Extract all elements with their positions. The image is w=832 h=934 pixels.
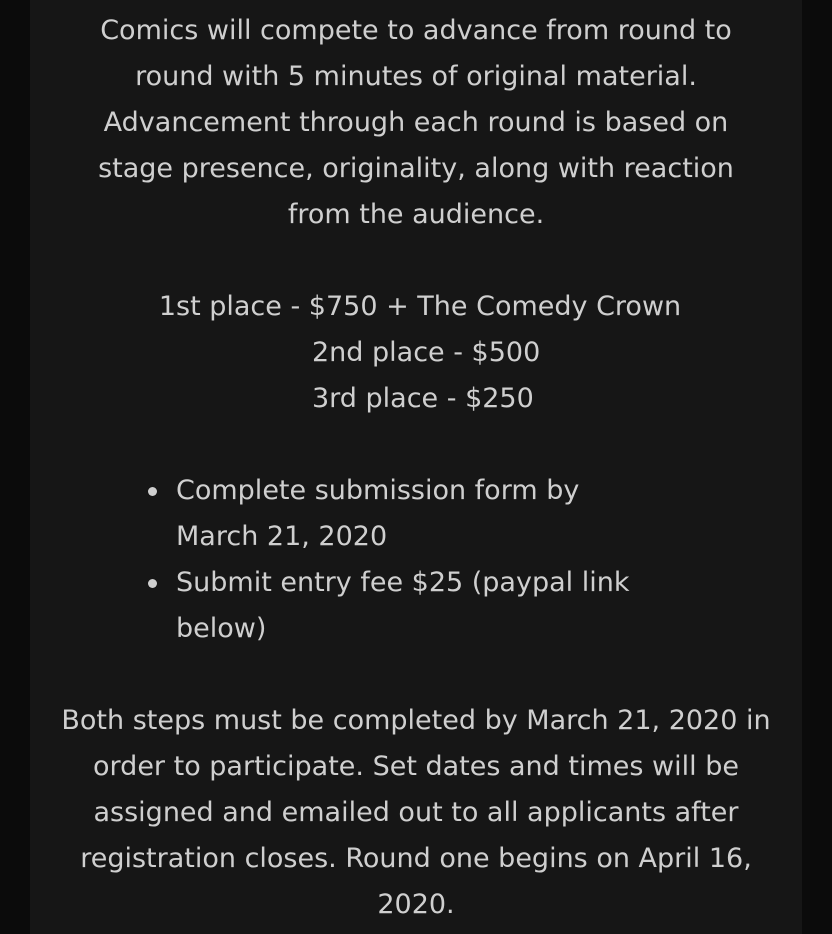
steps-list [70, 468, 762, 652]
prize-third-place: 3rd place - $250 [312, 383, 534, 414]
bullet-icon [148, 579, 157, 588]
step-item-submission-form [108, 468, 646, 560]
outro-paragraph: Both steps must be completed by March 21, 2020 in order to participate. Set dates and times will be assigned and emailed out to all applicants after registration closes. Round one begins on April 16, 2020. [61, 705, 771, 920]
prize-list [70, 284, 762, 422]
step-label: Complete submission form by March 21, 2020 [176, 475, 580, 552]
prize-first-place: 1st place - $750 + The Comedy Crown [158, 291, 682, 322]
bullet-icon [148, 487, 157, 496]
step-item-entry-fee [108, 560, 646, 652]
prize-second-place: 2nd place - $500 [312, 337, 541, 368]
intro-paragraph: Comics will compete to advance from round to round with 5 minutes of original material. Advancement through each round is based on stage presence, originality, along with reaction from the audience. [98, 15, 734, 230]
content-panel [30, 0, 802, 934]
step-label: Submit entry fee $25 (paypal link below) [176, 567, 630, 644]
